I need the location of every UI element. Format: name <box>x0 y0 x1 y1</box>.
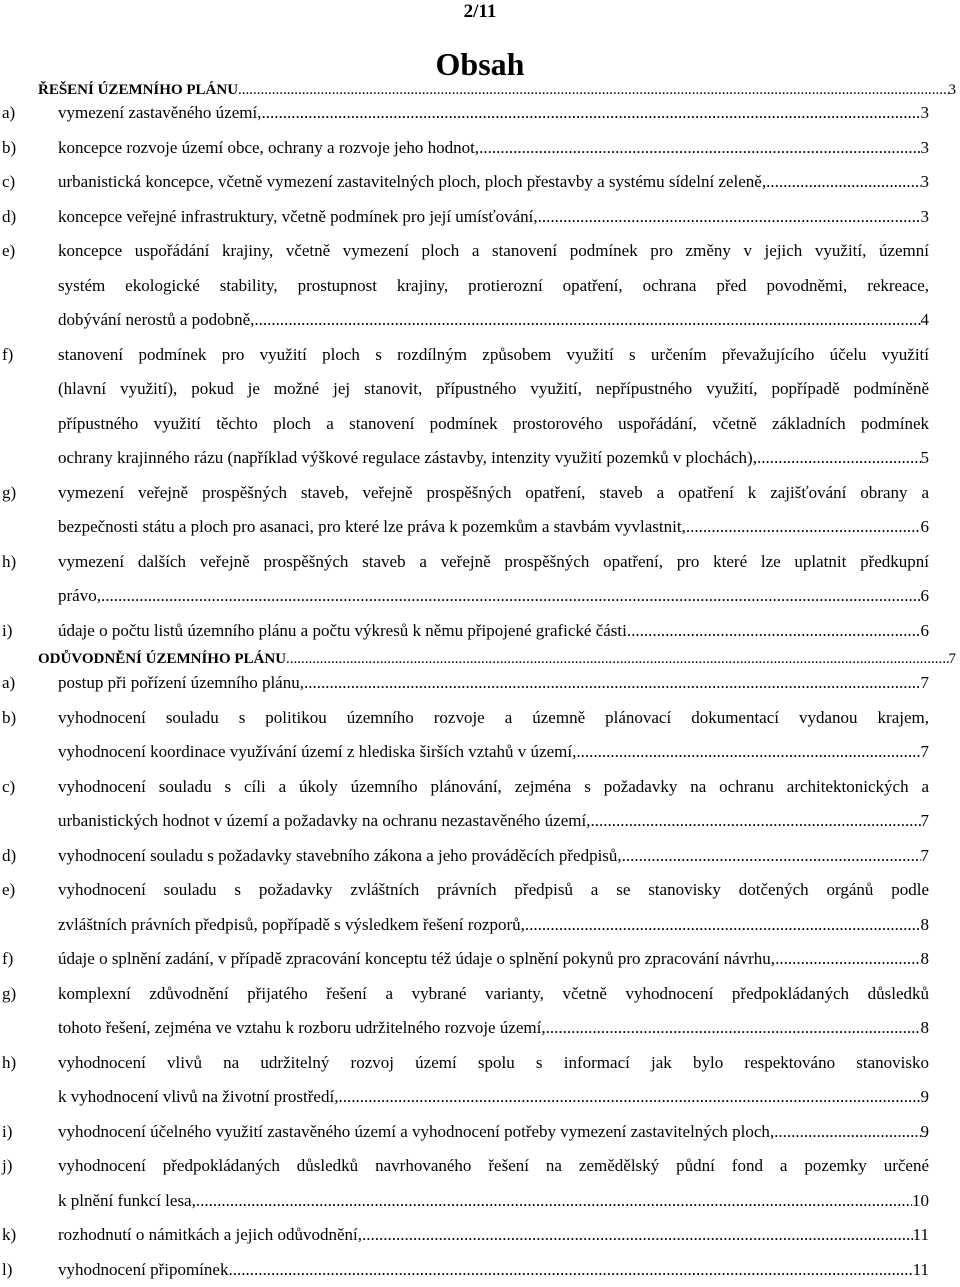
entry-page-number: 6 <box>921 579 930 614</box>
entry-page-number: 8 <box>921 942 930 977</box>
entry-body <box>58 873 929 942</box>
dot-leader <box>304 666 921 701</box>
entry-letter: g) <box>2 977 16 1012</box>
entry-line: (hlavní využití), pokud je možné jej stanovit, přípustného využití, nepřípustného využití, popřípadě podmíněně <box>58 372 929 407</box>
toc-title: Obsah <box>0 44 960 84</box>
toc-entry[interactable] <box>0 131 929 166</box>
entry-body <box>58 701 929 770</box>
entry-letter: c) <box>2 165 15 200</box>
entry-text: zvláštních právních předpisů, popřípadě s výsledkem řešení rozporů, <box>58 908 525 943</box>
entry-letter: f) <box>2 338 13 373</box>
entry-body <box>58 1115 929 1150</box>
entry-line: stanovení podmínek pro využití ploch s rozdílným způsobem využití s určením převažujícího účelu využití <box>58 338 929 373</box>
entry-body <box>58 96 929 131</box>
entry-page-number: 11 <box>913 1253 929 1287</box>
toc-entry[interactable] <box>0 165 929 200</box>
entry-line: vyhodnocení vlivů na udržitelný rozvoj území spolu s informací jak bylo respektováno stanovisko <box>58 1046 929 1081</box>
entry-page-number: 3 <box>921 165 930 200</box>
entry-last-line <box>58 1184 929 1219</box>
dot-leader <box>196 1184 912 1219</box>
entry-last-line <box>58 942 929 977</box>
entry-body <box>58 666 929 701</box>
entry-text: koncepce veřejné infrastruktury, včetně podmínek pro její umísťování, <box>58 200 538 235</box>
entry-last-line <box>58 200 929 235</box>
entry-text: vyhodnocení účelného využití zastavěného území a vyhodnocení potřeby vymezení zastavitelných ploch, <box>58 1115 774 1150</box>
toc-entry[interactable] <box>0 942 929 977</box>
entry-last-line <box>58 804 929 839</box>
entry-page-number: 7 <box>921 735 930 770</box>
toc-entry[interactable] <box>0 1115 929 1150</box>
entry-body <box>58 165 929 200</box>
entry-text: vyhodnocení koordinace využívání území z hlediska širších vztahů v území, <box>58 735 576 770</box>
entry-page-number: 9 <box>921 1080 930 1115</box>
toc-entry[interactable] <box>0 873 929 942</box>
toc-entry[interactable] <box>0 666 929 701</box>
toc-entry[interactable] <box>0 1218 929 1253</box>
section-page-number: 7 <box>949 649 957 669</box>
entry-text: urbanistických hodnot v území a požadavky na ochranu nezastavěného území, <box>58 804 590 839</box>
toc-entry[interactable] <box>0 200 929 235</box>
entry-last-line <box>58 96 929 131</box>
dot-leader <box>686 510 921 545</box>
dot-leader <box>546 1011 921 1046</box>
dot-leader <box>766 165 920 200</box>
toc-entry[interactable] <box>0 1046 929 1115</box>
entry-page-number: 7 <box>921 804 930 839</box>
entry-text: koncepce rozvoje území obce, ochrany a rozvoje jeho hodnot, <box>58 131 479 166</box>
entry-line: vyhodnocení předpokládaných důsledků navrhovaného řešení na zemědělský půdní fond a pozemky určené <box>58 1149 929 1184</box>
toc-entry[interactable] <box>0 977 929 1046</box>
dot-leader <box>631 614 920 649</box>
toc-entry[interactable] <box>0 1253 929 1287</box>
entry-last-line <box>58 1011 929 1046</box>
entry-page-number: 8 <box>921 1011 930 1046</box>
entry-text: postup při pořízení územního plánu, <box>58 666 304 701</box>
toc-entry[interactable] <box>0 701 929 770</box>
entry-letter: i) <box>2 1115 12 1150</box>
toc-entry[interactable] <box>0 1149 929 1218</box>
entry-page-number: 5 <box>921 441 930 476</box>
section-title: ODŮVODNĚNÍ ÚZEMNÍHO PLÁNU <box>38 649 286 669</box>
entry-last-line <box>58 1218 929 1253</box>
dot-leader <box>479 131 920 166</box>
dot-leader <box>101 579 921 614</box>
entry-last-line <box>58 839 929 874</box>
dot-leader <box>261 96 920 131</box>
entry-last-line <box>58 131 929 166</box>
entry-line: vymezení dalších veřejně prospěšných staveb a veřejně prospěšných opatření, pro které lze uplatnit předkupní <box>58 545 929 580</box>
entry-text: vyhodnocení souladu s požadavky stavebního zákona a jeho prováděcích předpisů, <box>58 839 622 874</box>
dot-leader <box>362 1218 913 1253</box>
entry-last-line <box>58 510 929 545</box>
entry-last-line <box>58 1115 929 1150</box>
entry-page-number: 4 <box>921 303 930 338</box>
entry-letter: a) <box>2 96 15 131</box>
entry-last-line <box>58 441 929 476</box>
entry-page-number: 3 <box>921 200 930 235</box>
entry-text: vymezení zastavěného území, <box>58 96 261 131</box>
entry-line: systém ekologické stability, prostupnost krajiny, protierozní opatření, ochrana před povodněmi, rekreace, <box>58 269 929 304</box>
page-number: 2/11 <box>0 0 960 24</box>
dot-leader <box>254 303 920 338</box>
dot-leader <box>576 735 920 770</box>
entry-line: vyhodnocení souladu s politikou územního rozvoje a územně plánovací dokumentací vydanou krajem, <box>58 701 929 736</box>
entry-letter: h) <box>2 545 16 580</box>
entry-body <box>58 977 929 1046</box>
entry-body <box>58 200 929 235</box>
toc-entry[interactable] <box>0 545 929 614</box>
entry-last-line <box>58 908 929 943</box>
entry-body <box>58 1218 929 1253</box>
entry-text: rozhodnutí o námitkách a jejich odůvodnění, <box>58 1218 362 1253</box>
entry-body <box>58 770 929 839</box>
dot-leader <box>525 908 921 943</box>
entry-text: bezpečnosti státu a ploch pro asanaci, pro které lze práva k pozemkům a stavbám vyvlastnit, <box>58 510 686 545</box>
entry-page-number: 6 <box>921 614 930 649</box>
toc-entry[interactable] <box>0 770 929 839</box>
entry-letter: c) <box>2 770 15 805</box>
entry-body <box>58 1253 929 1287</box>
entry-last-line <box>58 165 929 200</box>
entry-letter: k) <box>2 1218 16 1253</box>
entry-body <box>58 942 929 977</box>
entry-line: vyhodnocení souladu s požadavky zvláštních právních předpisů a se stanovisky dotčených orgánů podle <box>58 873 929 908</box>
entry-body <box>58 476 929 545</box>
toc-entry[interactable] <box>0 839 929 874</box>
entry-letter: f) <box>2 942 13 977</box>
dot-leader <box>774 1115 920 1150</box>
entry-page-number: 10 <box>912 1184 929 1219</box>
entry-text: dobývání nerostů a podobně, <box>58 303 254 338</box>
dot-leader <box>338 1080 920 1115</box>
entry-text: právo, <box>58 579 101 614</box>
entry-body <box>58 839 929 874</box>
toc-entry[interactable] <box>0 476 929 545</box>
entry-last-line <box>58 666 929 701</box>
dot-leader <box>775 942 920 977</box>
entry-last-line <box>58 614 929 649</box>
entry-line: přípustného využití těchto ploch a stanovení podmínek prostorového uspořádání, včetně základních podmínek <box>58 407 929 442</box>
entry-page-number: 7 <box>921 666 930 701</box>
entry-text: vyhodnocení připomínek. <box>58 1253 233 1287</box>
toc-entry[interactable] <box>0 96 929 131</box>
entry-body <box>58 338 929 476</box>
entry-letter: l) <box>2 1253 12 1287</box>
dot-leader <box>233 1253 913 1287</box>
dot-leader <box>622 839 921 874</box>
entry-letter: d) <box>2 200 16 235</box>
entry-last-line <box>58 579 929 614</box>
entry-body <box>58 614 929 649</box>
entry-letter: d) <box>2 839 16 874</box>
dot-leader <box>538 200 921 235</box>
entry-letter: j) <box>2 1149 12 1184</box>
entry-line: komplexní zdůvodnění přijatého řešení a vybrané varianty, včetně vyhodnocení předpokládaných důsledků <box>58 977 929 1012</box>
entry-page-number: 9 <box>921 1115 930 1150</box>
entry-text: údaje o počtu listů územního plánu a počtu výkresů k němu připojené grafické části. <box>58 614 631 649</box>
entry-page-number: 11 <box>913 1218 929 1253</box>
entry-body <box>58 131 929 166</box>
entry-body <box>58 1046 929 1115</box>
entry-letter: e) <box>2 234 15 269</box>
entry-last-line <box>58 735 929 770</box>
section-title: ŘEŠENÍ ÚZEMNÍHO PLÁNU <box>38 80 238 100</box>
toc-entry[interactable] <box>0 614 929 649</box>
entry-body <box>58 234 929 338</box>
entry-last-line <box>58 1253 929 1287</box>
entry-text: k plnění funkcí lesa, <box>58 1184 196 1219</box>
entry-text: údaje o splnění zadání, v případě zpracování konceptu též údaje o splnění pokynů pro zpracování návrhu, <box>58 942 775 977</box>
dot-leader <box>590 804 920 839</box>
entry-letter: g) <box>2 476 16 511</box>
toc-entry[interactable] <box>0 338 929 476</box>
toc-entry[interactable] <box>0 234 929 338</box>
entry-letter: h) <box>2 1046 16 1081</box>
entry-last-line <box>58 1080 929 1115</box>
dot-leader <box>757 441 921 476</box>
entry-last-line <box>58 303 929 338</box>
entry-line: koncepce uspořádání krajiny, včetně vymezení ploch a stanovení podmínek pro změny v jejich využití, územní <box>58 234 929 269</box>
entry-text: tohoto řešení, zejména ve vztahu k rozboru udržitelného rozvoje území, <box>58 1011 546 1046</box>
entry-line: vymezení veřejně prospěšných staveb, veřejně prospěšných opatření, staveb a opatření k zajišťování obrany a <box>58 476 929 511</box>
entry-letter: a) <box>2 666 15 701</box>
entry-text: urbanistická koncepce, včetně vymezení zastavitelných ploch, ploch přestavby a systému sídelní zeleně, <box>58 165 766 200</box>
entry-page-number: 7 <box>921 839 930 874</box>
entry-letter: e) <box>2 873 15 908</box>
entry-text: ochrany krajinného rázu (například výškové regulace zástavby, intenzity využití pozemků v plochách), <box>58 441 757 476</box>
entry-text: k vyhodnocení vlivů na životní prostředí, <box>58 1080 338 1115</box>
entry-letter: b) <box>2 701 16 736</box>
section-page-number: 3 <box>949 80 957 100</box>
entry-letter: b) <box>2 131 16 166</box>
entry-page-number: 8 <box>921 908 930 943</box>
entry-page-number: 3 <box>921 96 930 131</box>
entry-line: vyhodnocení souladu s cíli a úkoly územního plánování, zejména s požadavky na ochranu architektonických a <box>58 770 929 805</box>
entry-body <box>58 545 929 614</box>
entry-letter: i) <box>2 614 12 649</box>
entry-body <box>58 1149 929 1218</box>
entry-page-number: 3 <box>921 131 930 166</box>
entry-page-number: 6 <box>921 510 930 545</box>
